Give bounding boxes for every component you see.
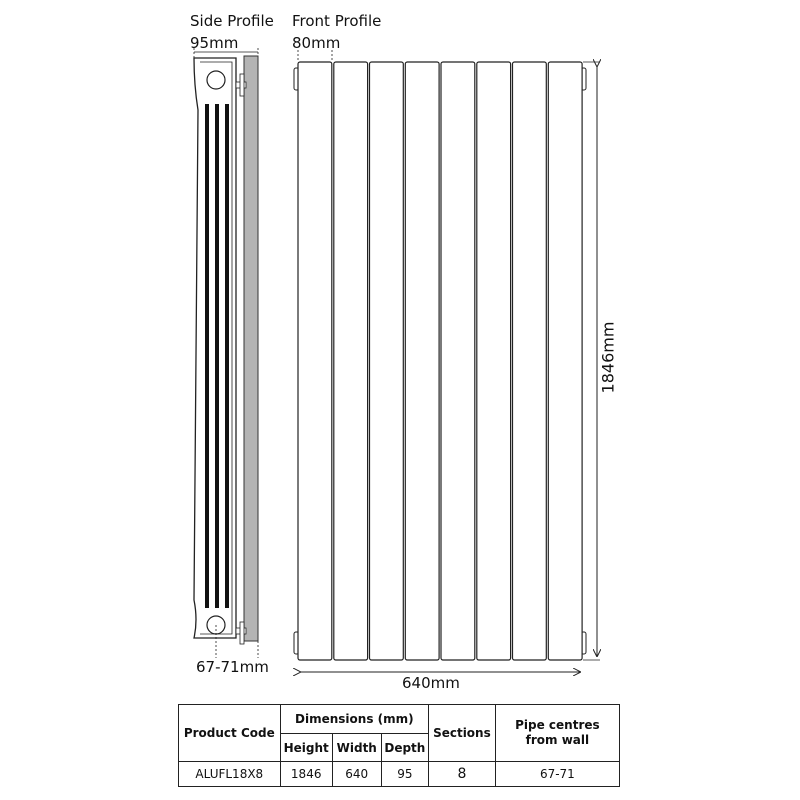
cell-pipe-centres: 67-71 (495, 762, 619, 787)
header-sections: Sections (429, 705, 496, 762)
radiator-section (405, 62, 439, 660)
header-depth: Depth (381, 734, 428, 762)
section-width-label: 80mm (292, 34, 341, 52)
height-dimension (583, 62, 600, 660)
radiator-section (441, 62, 475, 660)
radiator-section (548, 62, 582, 660)
side-channel (215, 104, 219, 608)
side-profile-drawing (194, 48, 258, 658)
radiator-section (298, 62, 332, 660)
top-pipe-connection (207, 71, 225, 89)
height-label: 1846mm (598, 321, 618, 394)
specification-table (178, 704, 620, 787)
cell-sections: 8 (429, 762, 496, 787)
radiator-section (513, 62, 547, 660)
header-width: Width (332, 734, 381, 762)
side-profile-title: Side Profile (190, 12, 274, 30)
bottom-bracket (240, 622, 244, 644)
front-profile-title: Front Profile (292, 12, 382, 30)
radiator-section (477, 62, 511, 660)
front-profile-drawing (294, 62, 586, 660)
top-bracket (240, 74, 244, 96)
side-channel (225, 104, 229, 608)
radiator-section (334, 62, 368, 660)
side-channel (205, 104, 209, 608)
header-height: Height (280, 734, 332, 762)
width-label: 640mm (402, 674, 460, 692)
header-dimensions: Dimensions (mm) (280, 705, 428, 734)
cell-product-code: ALUFL18X8 (179, 762, 281, 787)
header-product-code: Product Code (179, 705, 281, 762)
cell-height: 1846 (280, 762, 332, 787)
cell-depth: 95 (381, 762, 428, 787)
side-depth-label: 95mm (190, 34, 239, 52)
wall-plate (244, 56, 258, 641)
header-pipe-centres: Pipe centres from wall (495, 705, 619, 762)
pipe-centres-label: 67-71mm (196, 658, 269, 676)
cell-width: 640 (332, 762, 381, 787)
table-row (179, 762, 620, 787)
radiator-section (370, 62, 404, 660)
